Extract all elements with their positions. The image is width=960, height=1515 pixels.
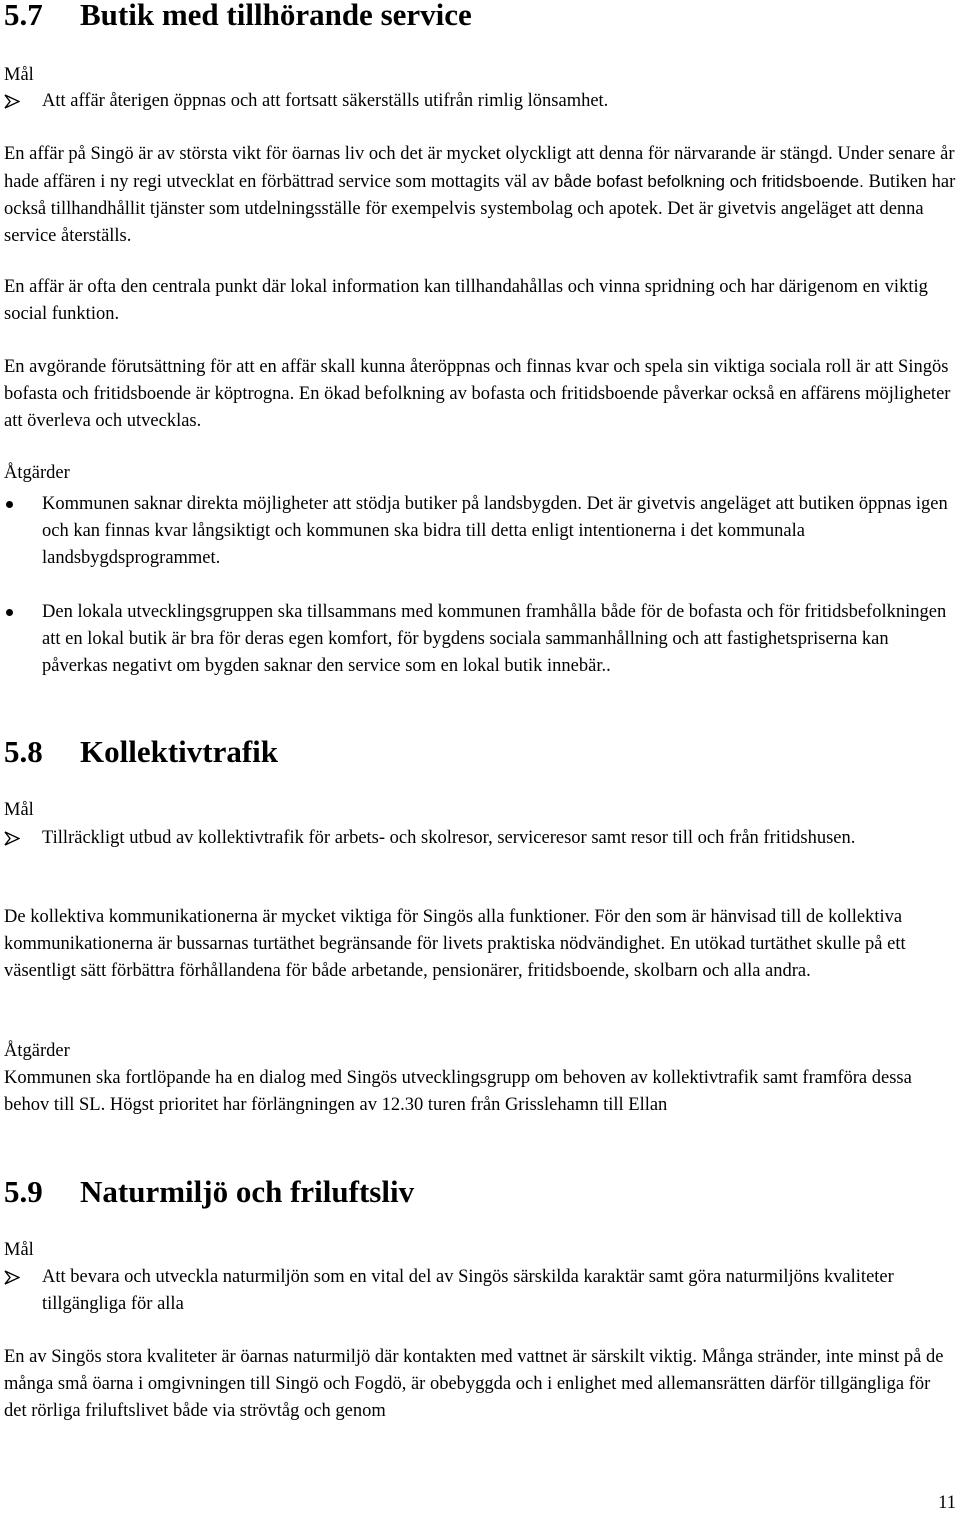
goal-item — [4, 1264, 956, 1318]
paragraph-text: En affär är ofta den centrala punkt där lokal information kan tillhandahållas och vinna spridning och har därigenom en viktig social funktion. — [4, 277, 928, 324]
arrow-bullet-icon — [4, 88, 34, 109]
action-text-part: Det är givetvis angeläget att butiken öppnas igen och kan finnas kvar långsiktigt och kommunen ska bidra till detta enligt intentionerna i det kommunala landsbygdsprogrammet. — [42, 494, 948, 568]
paragraph — [4, 354, 956, 435]
goal-item — [4, 88, 956, 115]
section-heading — [4, 734, 956, 770]
paragraph-text: En affär på Singö är av största vikt för öarnas liv och det är mycket olyckligt att denna för närvarande är stängd. — [4, 144, 833, 164]
paragraph-text: En utökad turtäthet skulle på ett väsentligt sätt förbättra förhållandena för både arbetande, pensionärer, fritidsboende, skolbarn och alla andra. — [4, 934, 906, 981]
section-number: 5.7 — [4, 0, 43, 32]
arrow-bullet-icon — [4, 825, 34, 846]
section-heading — [4, 0, 956, 33]
goal-text: Att affär återigen öppnas och att fortsatt säkerställs utifrån rimlig lönsamhet. — [42, 91, 609, 111]
paragraph-text: Högst prioritet har förlängningen av 12.30 turen från Grisslehamn till Ellan — [105, 1095, 668, 1115]
paragraph-text: De kollektiva kommunikationerna är mycket viktiga för Singös alla funktioner. — [4, 907, 590, 927]
paragraph — [4, 1065, 956, 1119]
section-title: Butik med tillhörande service — [80, 0, 472, 32]
page-number: 11 — [938, 1493, 956, 1513]
dot-bullet-icon — [4, 599, 34, 616]
goal-label: Mål — [4, 1240, 34, 1260]
paragraph-text: För den som är hänvisad till de kollektiva kommunikationerna är bussarnas turtäthet begränsande för livets praktiska nödvändighet. — [4, 907, 903, 954]
paragraph-text: Butiken har också tillhandhållit tjänster som utdelningsställe för exempelvis systembolag och apotek. — [4, 172, 956, 219]
paragraph — [4, 274, 956, 328]
section-number: 5.9 — [4, 1174, 43, 1209]
arrow-bullet-icon — [4, 1264, 34, 1285]
paragraph-text: Många stränder, inte minst på de många små öarna i omgivningen till Singö och Fogdö, är obebyggda och i enlighet med allemansrätten därför tillgängliga för det rörliga friluftslivet både via strövtåg och genom — [4, 1347, 944, 1421]
paragraph-text: Under senare år hade affären i ny regi utvecklat en förbättrad service som mottagits väl av — [4, 144, 955, 192]
section-title: Kollektivtrafik — [80, 734, 279, 769]
section-number: 5.8 — [4, 734, 43, 769]
paragraph-text: Kommunen ska fortlöpande ha en dialog med Singös utvecklingsgrupp om behoven av kollektivtrafik samt framföra dessa behov till SL. — [4, 1068, 912, 1115]
paragraph — [4, 904, 956, 985]
dot-bullet-icon — [4, 491, 34, 508]
paragraph-text: Det är givetvis angeläget att denna service återställs. — [4, 199, 924, 246]
action-text — [42, 491, 956, 572]
paragraph-text: En av Singös stora kvaliteter är öarnas naturmiljö där kontakten med vattnet är särskilt viktig. — [4, 1347, 698, 1367]
action-text-part: Kommunen saknar direkta möjligheter att stödja butiker på landsbygden. — [42, 494, 582, 514]
paragraph-text: En avgörande förutsättning för att en affär skall kunna återöppnas och finnas kvar och spela sin viktiga sociala roll är att Singös bofasta och fritidsboende är köptrogna. — [4, 357, 949, 404]
action-text: Den lokala utvecklingsgruppen ska tillsammans med kommunen framhålla både för de bofasta och för fritidsbefolkningen att en lokal butik är bra för deras egen komfort, för bygdens sociala sammanhållning och att fastighetspriserna kan påverkas negativt om bygden saknar den service som en lokal butik innebär.. — [42, 602, 947, 676]
paragraph-text: En ökad befolkning av bofasta och fritidsboende påverkar också en affärens möjligheter att överleva och utvecklas. — [4, 384, 951, 431]
goal-label: Mål — [4, 65, 34, 85]
paragraph — [4, 1344, 956, 1425]
action-item — [4, 491, 956, 572]
section-heading — [4, 1174, 956, 1210]
actions-label: Åtgärder — [4, 1041, 70, 1061]
goal-text: Tillräckligt utbud av kollektivtrafik för arbets- och skolresor, serviceresor samt resor till och från fritidshusen. — [42, 828, 856, 848]
paragraph — [4, 141, 956, 250]
action-item — [4, 599, 956, 680]
section-title: Naturmiljö och friluftsliv — [80, 1174, 415, 1209]
actions-label: Åtgärder — [4, 463, 70, 483]
paragraph-text: både bofast befolkning och fritidsboende. — [553, 172, 864, 191]
goal-label: Mål — [4, 800, 34, 820]
goal-text: Att bevara och utveckla naturmiljön som en vital del av Singös särskilda karaktär samt göra naturmiljöns kvaliteter tillgängliga för alla — [42, 1267, 894, 1314]
goal-item — [4, 825, 956, 852]
